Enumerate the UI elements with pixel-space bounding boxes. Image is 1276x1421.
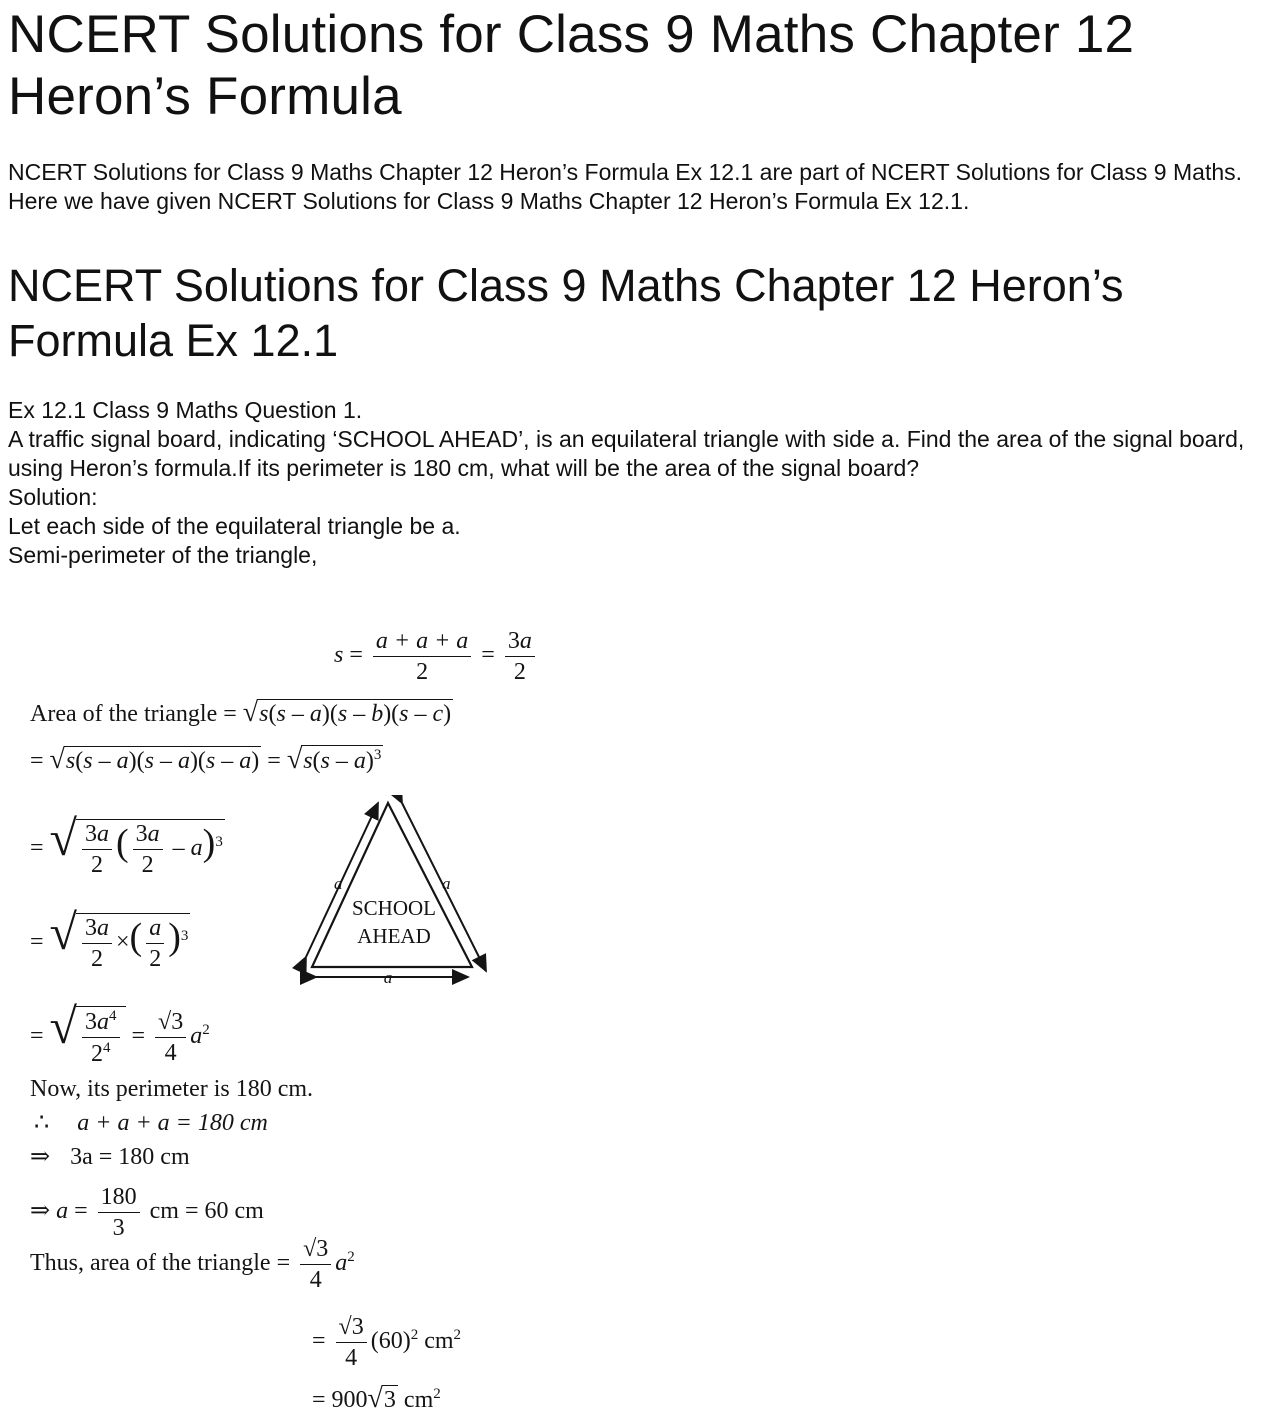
heron-step-4: = √ $\frac{3a^4}{2^4}$ = $\frac{√3}{4}$ $a^2$: [30, 998, 210, 1067]
school-ahead-triangle-figure: [290, 795, 500, 995]
left-side-label: a: [334, 874, 343, 893]
sign-text-school: SCHOOL: [351, 896, 437, 920]
solution-line-1: Let each side of the equilateral triangle be a.: [8, 513, 461, 539]
area-label: Area of the triangle: [30, 701, 218, 727]
heron-formula: Area of the triangle = √s(s – a)(s – b)(s – c): [30, 697, 452, 728]
thus-label: Thus, area of the triangle: [30, 1250, 271, 1277]
question-heading: Ex 12.1 Class 9 Maths Question 1.: [8, 397, 363, 423]
intro-paragraph: NCERT Solutions for Class 9 Maths Chapter 12 Heron’s Formula Ex 12.1 are part of NCERT Solutions for Class 9 Maths. Here we have given NCERT Solutions for Class 9 Maths Chapter 12 Heron’s Formula Ex 12.1.: [8, 159, 1243, 214]
step-implies-1: ⇒ 3a = 180 cm: [30, 1144, 190, 1170]
page-title: NCERT Solutions for Class 9 Maths Chapter 12 Heron’s Formula: [8, 5, 1135, 126]
area-final: = 900√3 $cm^2$: [312, 1383, 441, 1414]
thus-area-line: Thus, area of the triangle = $\frac{√3}{4}$ $a^2$: [30, 1236, 355, 1293]
bottom-side-label: a: [383, 968, 393, 987]
heron-step-3: = √ $\frac{3a}{2}$ ×( $\frac{a}{2}$ )$^3$: [30, 904, 189, 972]
question-text: A traffic signal board, indicating ‘SCHOOL AHEAD’, is an equilateral triangle with side a. Find the area of the signal board, using Heron’s formula.If its perimeter is 180 cm, what will be the area of the signal board?: [8, 426, 1245, 481]
heron-step-2: = √ $\frac{3a}{2}$ ( $\frac{3a}{2}$ – a)$^3$: [30, 810, 223, 878]
perimeter-statement: Now, its perimeter is 180 cm.: [30, 1076, 314, 1102]
final-coefficient: 900: [331, 1387, 368, 1413]
solution-figure: [0, 615, 1276, 1421]
step-implies-2: ⇒ a = $\frac{180}{3}$ cm = 60 cm: [30, 1184, 264, 1241]
solution-line-2: Semi-perimeter of the triangle,: [8, 542, 318, 568]
final-unit: cm: [403, 1387, 434, 1413]
step-2: 3a = 180 cm: [70, 1144, 190, 1170]
area-substitution: = $\frac{√3}{4}$ $(60)^2$ $cm^2$: [312, 1314, 462, 1371]
right-side-label: a: [442, 874, 451, 893]
question-block: [8, 396, 1248, 570]
semi-perimeter-equation: s = $\frac{a + a + a}{2}$ = $\frac{3a}{2}$: [334, 629, 539, 684]
article: [8, 0, 1248, 570]
step-therefore: ∴ a + a + a = 180 cm: [34, 1110, 268, 1136]
step-1: a + a + a = 180 cm: [77, 1110, 268, 1136]
step-3-result: cm = 60 cm: [149, 1198, 264, 1225]
section-title: NCERT Solutions for Class 9 Maths Chapter 12 Heron’s Formula Ex 12.1: [8, 260, 1124, 366]
sign-text-ahead: AHEAD: [357, 924, 431, 948]
solution-label: Solution:: [8, 484, 98, 510]
heron-step-1: = √s(s – a)(s – a)(s – a) = √s(s – a)$^3$: [30, 744, 382, 775]
